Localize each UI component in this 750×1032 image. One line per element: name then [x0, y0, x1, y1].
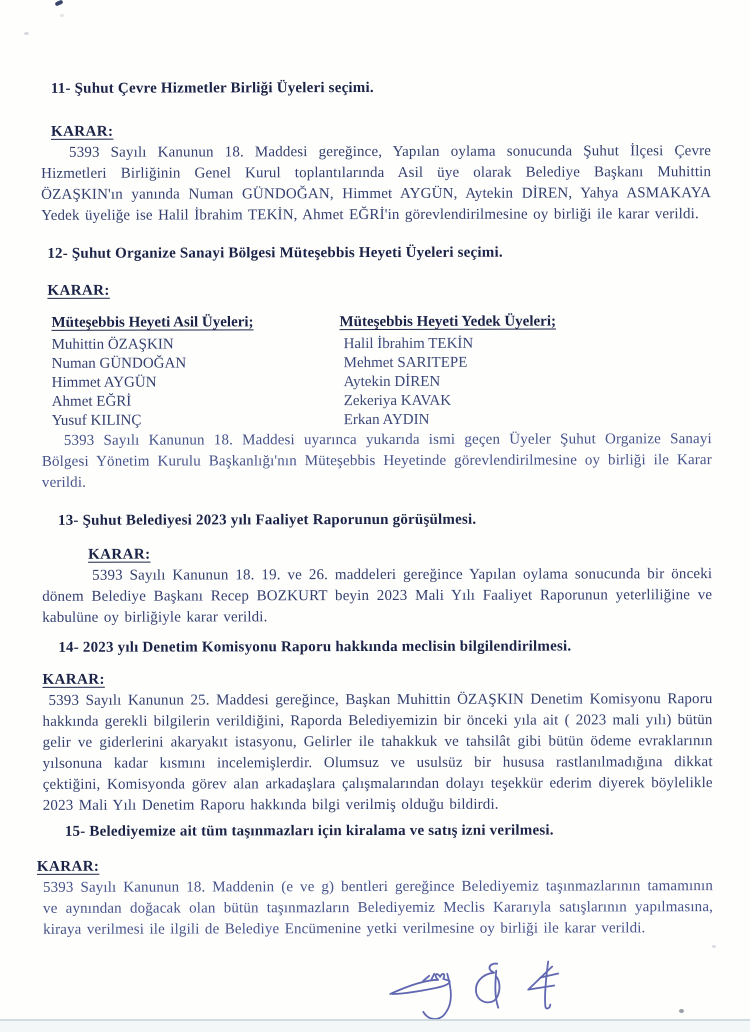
karar-text-12: 5393 Sayılı Kanunun 18. Maddesi uyarınca yukarıda ismi geçen Üyeler Şuhut Organize Sanayi Bölgesi Yönetim Kurulu Başkanlığı'nın Müteşebbis Heyetinde görevlendirilmesine oy birliği ile Karar verildi.: [41, 431, 712, 491]
karar-text-15: 5393 Sayılı Kanunun 18. Maddenin (e ve g) bentleri gereğince Belediyemiz taşınmazlarının tamamının ve aynından doğacak olan bütün taşınmazların Belediyemiz Meclis Kararıyla satışlarının yapılmasına, kiraya verilmesi ile ilgili de Belediye Encümenine yetki verilmesine oy birliği ile karar verildi.: [42, 878, 714, 938]
asil-member: Yusuf KILINÇ: [51, 412, 142, 429]
signature-1: [390, 974, 451, 1019]
handwritten-signatures: [376, 949, 586, 1030]
asil-member: Muhittin ÖZAŞKIN: [51, 336, 174, 353]
karar-label-15: KARAR:: [36, 858, 100, 875]
yedek-members-column: [339, 310, 711, 430]
asil-member: Himmet AYGÜN: [51, 374, 157, 391]
agenda-item-15-heading: 15- Belediyemize ait tüm taşınmazları için kiralama ve satış izni verilmesi.: [64, 822, 554, 840]
scan-speck: [24, 32, 29, 35]
karar-label-12: KARAR:: [47, 282, 110, 299]
yedek-member: Mehmet SARITEPE: [343, 354, 468, 372]
agenda-item-11-heading: 11- Şuhut Çevre Hizmetler Birliği Üyeleri seçimi.: [50, 80, 374, 97]
karar-label-13: KARAR:: [88, 546, 151, 563]
signature-2: [476, 964, 500, 1008]
scan-speck: [712, 945, 716, 948]
agenda-item-14: [42, 636, 712, 817]
karar-text-11: 5393 Sayılı Kanunun 18. Maddesi gereğince, Yapılan oylama sonucunda Şuhut İlçesi Çevre Hizmetleri Birliğinin Genel Kurul toplantılarında Asil üye olarak Belediye Başkanı Muhittin ÖZAŞKIN'ın yanında Numan GÜNDOĞAN, Himmet AYGÜN, Aytekin DİREN, Yahya ASMAKAYA Yedek üyeliğe ise Halil İbrahim TEKİN, Ahmet EĞRİ'in görevlendirilmesine oy birliği ile karar verildi.: [41, 143, 712, 224]
karar-text-13: 5393 Sayılı Kanunun 18. 19. ve 26. maddeleri gereğince Yapılan oylama sonucunda bir önceki dönem Belediye Başkanı Recep BOZKURT beyin 2023 Mali Yılı Faaliyet Raporunun yeterliliğine ve kabulüne oy birliğiyle karar verildi.: [42, 566, 713, 626]
asil-column-header: Müteşebbis Heyeti Asil Üyeleri;: [51, 314, 254, 331]
scan-speck: [60, 14, 64, 17]
karar-label-11: KARAR:: [50, 123, 114, 140]
karar-text-14: 5393 Sayılı Kanunun 25. Maddesi gereğince, Başkan Muhittin ÖZAŞKIN Denetim Komisyonu Raporu hakkında gerekli bilgilerin verildiğini, Raporda Belediyemizin bir önceki yıla ait ( 2023 mali yılı) bütün gelir ve giderlerini akaryakıt istasyonu, Gelirler ile tahakkuk ve tahsilât gibi bütün ödeme evraklarının yılsonuna kadar kısmını incelemişlerdir. Olumsuz ve usulsüz bir hususa rastlanılmadığına dikkat çektiğini, Komisyonda görev alan arkadaşlara çalışmalarından dolayı teşekkür ederim diyerek böylelikle 2023 Mali Yılı Denetim Raporu hakkında bilgi verilmiş olduğu bildirdi.: [42, 691, 713, 814]
agenda-item-14-heading: 14- 2023 yılı Denetim Komisyonu Raporu hakkında meclisin bilgilendirilmesi.: [58, 638, 572, 656]
asil-member: Ahmet EĞRİ: [51, 393, 132, 410]
scanner-background: [0, 1021, 750, 1032]
scan-speck: [679, 1009, 684, 1013]
yedek-member: Halil İbrahim TEKİN: [343, 335, 474, 353]
agenda-item-12-heading: 12- Şuhut Organize Sanayi Bölgesi Müteşebbis Heyeti Üyeleri seçimi.: [47, 244, 503, 262]
agenda-item-11: [41, 77, 711, 227]
yedek-member: Erkan AYDIN: [343, 411, 430, 429]
agenda-item-12: [41, 242, 712, 494]
asil-members-column: [51, 311, 339, 431]
agenda-item-13: [42, 509, 712, 629]
yedek-column-header: Müteşebbis Heyeti Yedek Üyeleri;: [339, 313, 556, 331]
agenda-item-13-heading: 13- Şuhut Belediyesi 2023 yılı Faaliyet Raporunun görüşülmesi.: [57, 511, 477, 529]
karar-label-14: KARAR:: [42, 671, 105, 688]
signatures-ink: [376, 949, 586, 1030]
agenda-item-15: [36, 820, 714, 941]
yedek-member: Zekeriya KAVAK: [343, 392, 452, 410]
members-columns: [41, 310, 711, 431]
yedek-member: Aytekin DİREN: [343, 373, 441, 391]
asil-member: Numan GÜNDOĞAN: [51, 355, 187, 372]
signature-3: [528, 962, 558, 1009]
